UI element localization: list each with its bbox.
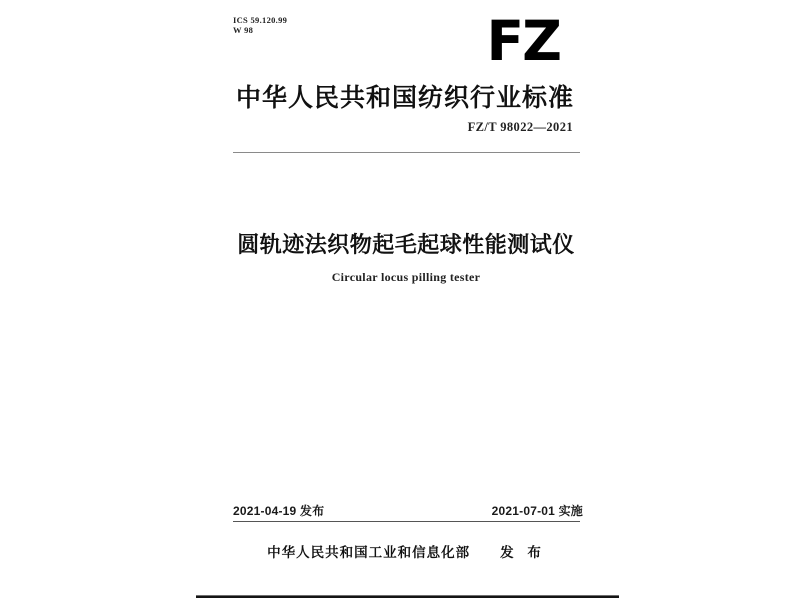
dates-divider-line [233, 521, 580, 522]
ccs-code: W 98 [233, 25, 254, 35]
dates-row [233, 502, 583, 519]
document-title-english: Circular locus pilling tester [331, 270, 481, 284]
fz-standard-logo: FZ [486, 9, 560, 73]
standard-number: FZ/T 98022—2021 [467, 120, 573, 134]
header-divider-line [233, 152, 580, 153]
issue-date: 2021-04-19 发布 [233, 504, 325, 518]
ics-code: ICS 59.120.99 [233, 15, 288, 25]
publisher-row [233, 541, 580, 561]
document-title-chinese: 圆轨迹法织物起毛起球性能测试仪 [237, 232, 575, 257]
publisher-name: 中华人民共和国工业和信息化部 [267, 545, 471, 560]
publish-label: 发 布 [500, 545, 546, 560]
standard-category-title: 中华人民共和国纺织行业标准 [235, 84, 574, 112]
ics-classification [233, 15, 287, 35]
footer-thick-line [196, 595, 619, 598]
implement-date: 2021-07-01 实施 [491, 504, 583, 518]
